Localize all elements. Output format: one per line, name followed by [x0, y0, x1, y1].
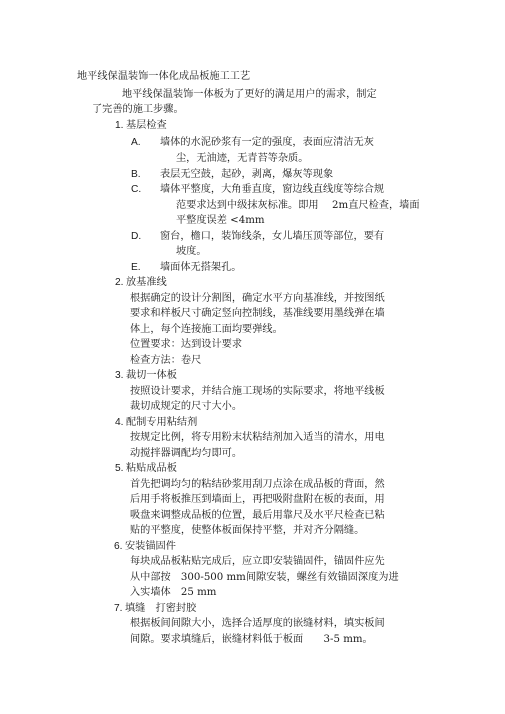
section-heading: 粘贴成品板 [126, 463, 177, 474]
body-line: 间隙。要求填缝后，嵌缝材料低于板面 3-5 mm。 [130, 634, 373, 645]
section-heading: 配制专用粘结剂 [126, 417, 198, 428]
item-line: 墙体平整度，大角垂直度，窗边线直线度等综合规 [160, 184, 385, 195]
document-title: 地平线保温装饰一体化成品板施工工艺 [77, 71, 251, 82]
body-line: 裁切成规定的尺寸大小。 [130, 401, 243, 412]
item-line: 表层无空鼓，起砂，剥离，爆灰等现象 [160, 169, 334, 180]
body-line: 入实墙体 25 mm [130, 587, 217, 598]
item-line: 尘，无油迹，无青苔等杂质。 [176, 153, 309, 164]
section-number: 5. [115, 463, 124, 474]
section-number: 4. [115, 417, 124, 428]
body-line: 每块成品板粘贴完成后，应立即安装锚固件，锚固件应先 [130, 556, 385, 567]
body-line: 动搅拌器调配均匀即可。 [130, 448, 243, 459]
body-line: 根据确定的设计分割图，确定水平方向基准线，并按图纸 [130, 293, 385, 304]
body-line: 后用手将板推压到墙面上，再把吸附盘附在板的表面，用 [130, 494, 385, 505]
body-line: 体上，每个连接施工面均要弹线。 [130, 324, 283, 335]
body-line: 首先把调均匀的粘结砂浆用刮刀点涂在成品板的背面，然 [130, 479, 385, 490]
intro-line: 了完善的施工步骤。 [92, 104, 184, 115]
item-line: 平整度误差 <4mm [176, 215, 265, 226]
item-line: 墙体的水泥砂浆有一定的强度，表面应清洁无灰 [160, 137, 374, 148]
body-line: 按照设计要求，并结合施工现场的实际要求，将地平线板 [130, 386, 385, 397]
body-line: 要求和样板尺寸确定竖向控制线，基准线要用墨线弹在墙 [130, 308, 385, 319]
section-number: 3. [115, 370, 124, 381]
section-heading: 放基准线 [126, 277, 167, 288]
body-line: 从中部按 300-500 mm间隙安装，螺丝有效锚固深度为进 [130, 572, 399, 583]
body-line: 根据板间间隙大小，选择合适厚度的嵌缝材料，填实板间 [130, 618, 385, 629]
body-line: 贴的平整度，使整体板面保持平整，并对齐分隔缝。 [130, 525, 365, 536]
section-heading: 基层检查 [126, 120, 167, 131]
body-line: 检查方法：卷尺 [130, 355, 202, 366]
body-line: 按规定比例，将专用粉末状粘结剂加入适当的清水，用电 [130, 432, 385, 443]
item-line: 墙面体无搭架孔。 [160, 262, 242, 273]
section-heading: 安装锚固件 [125, 541, 176, 552]
item-letter: D. [131, 231, 142, 242]
intro-line: 地平线保温装饰一体板为了更好的满足用户的需求，制定 [122, 89, 377, 100]
item-letter: B. [131, 169, 141, 180]
body-line: 位置要求：达到设计要求 [130, 339, 243, 350]
body-line: 吸盘来调整成品板的位置，最后用靠尺及水平尺检查已粘 [130, 510, 385, 521]
section-number: 2. [115, 277, 124, 288]
section-number: 6. [114, 541, 123, 552]
section-heading: 填缝 打密封胶 [125, 603, 197, 614]
section-number: 7. [114, 603, 123, 614]
section-number: 1. [115, 120, 124, 131]
item-line: 范要求达到中级抹灰标准。即用 2m直尺检查，墙面 [176, 200, 420, 211]
section-heading: 裁切一体板 [126, 370, 177, 381]
item-letter: E. [131, 262, 141, 273]
item-line: 窗台，檐口，装饰线条，女儿墙压顶等部位，要有 [160, 231, 385, 242]
item-letter: C. [131, 184, 142, 195]
item-letter: A. [131, 137, 141, 148]
item-line: 坡度。 [176, 246, 207, 257]
